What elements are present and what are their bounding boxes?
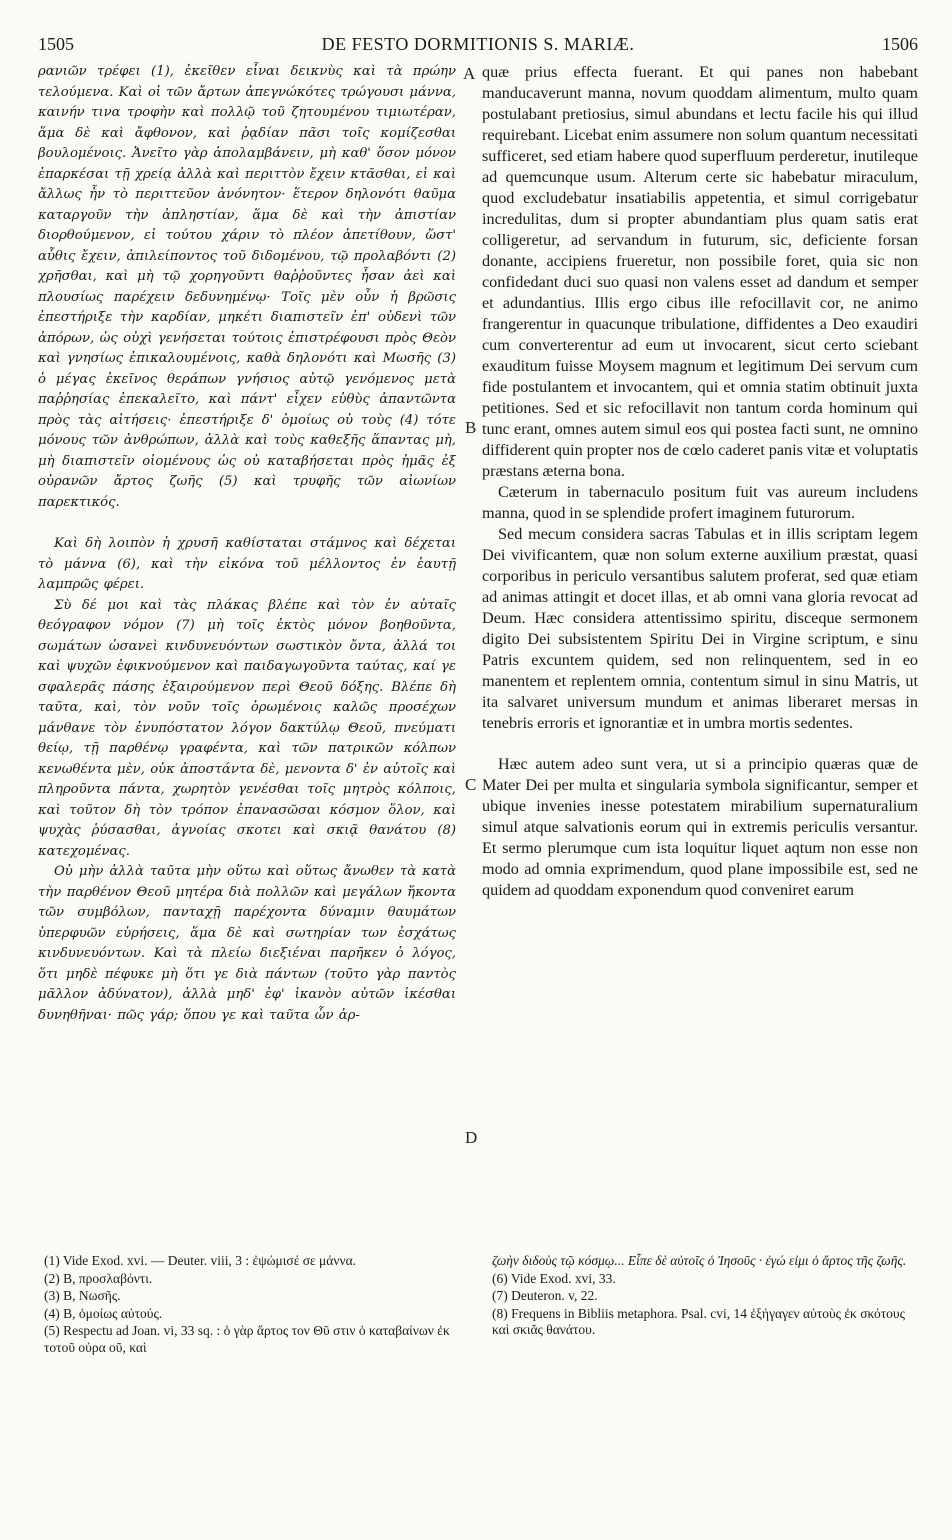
greek-paragraph-1: ρανιῶν τρέφει (1), ἐκεῖθεν εἶναι δεικνὺς καὶ τὰ πρώην τελούμενα. Καὶ οἱ τῶν ἄρτων ἀπεγνώκότες τρώγουσι μάννα, καινήν τινα τροφὴν καὶ πολλῷ τοῦ ζητουμένου τιμιωτέραν, ἅμα δὲ καὶ ἄφθονον, καὶ ῥᾳδίαν πᾶσι τοῖς κομίζεσθαι βουλομένοις. Ἀνεῖτο γὰρ ἀπολαμβάνειν, μὴ καθ' ὅσον μόνον ἐπαρκέσαι τῇ χρείᾳ ἀλλὰ καὶ περιττὸν ἔχειν κτᾶσθαι, εἰ καὶ ἄλλως ἦν τὸ περιττεῦον ἀνόνητον· ἕτερον δηλονότι θαῦμα καταργοῦν τὴν ἀπληστίαν, ἅμα δὲ καὶ τὴν ἀπιστίαν διορθούμενον, εἰ τούτου χάριν τὸ πλέον ἀπετίθουν, ὥστ' αὖθις ἔχειν, ἀπιλείποντος τοῦ διδομένου, τῷ προλαβόντι (2) χρῆσθαι, καὶ μὴ τῷ χορηγοῦντι θαῤῥοῦντες ἦσαν ἀεὶ καὶ πλουσίως παρέχειν δεδυνημένῳ· Τοῖς μὲν οὖν ἡ βρῶσις ἐπεστήριξε τὴν καρδίαν, μηκέτι διαπιστεῖν ἐπ' οὐδενὶ τῶν ἀπόρων, ὡς οὐχὶ γενήσεται τούτοις ἐπιστρέφουσι πρὸς Θεὸν καὶ γνησίως ἐπικαλουμένοις, καθὰ δηλονότι καὶ Μωσῆς (3) ὁ μέγας ἐκεῖνος θεράπων γνήσιος αὐτῷ γενόμενος μετὰ παῤῥησίας ἐπεκαλεῖτο, καὶ πάντ' εἶχεν εὐθὺς ἀπαντῶντα πρὸς τὰς αἰτήσεις· ἐπεστήριξε δ' ὁμοίως οὐ τοὺς (4) τότε μόνους τῶν ἀνθρώπων, ἀλλὰ καὶ τοὺς καθεξῆς ἅπαντας μὴ, μὴ διαπιστεῖν οἰομένους ὡς οὐ καταβήσεται πρὸς ἡμᾶς ἐξ οὐρανῶν ἄρτος ζωῆς (5) καὶ τρυφῆς τῶν αἰωνίων παρεκτικός.	[38, 64, 456, 510]
footnote: (7) Deuteron. v, 22.	[492, 1288, 598, 1303]
latin-paragraph-2: Cæterum in tabernaculo positum fuit vas aureum includens manna, quod in se splendide profert imaginem futurorum.	[482, 483, 918, 522]
footnote: (4) B, ὁμοίως αὐτούς.	[44, 1305, 163, 1321]
latin-column	[482, 62, 918, 1192]
section-marker-d: D	[465, 1128, 478, 1147]
greek-paragraph-2: Καὶ δὴ λοιπὸν ἡ χρυσῆ καθίσταται στάμνος καὶ δέχεται τὸ μάννα (6), καὶ τὴν εἰκόνα τοῦ μέλλοντος ἐν ἑαυτῇ λαμπρῶς φέρει.	[38, 536, 456, 592]
page-number-right: 1506	[882, 34, 918, 54]
footnote: (5) Respectu ad Joan. vi, 33 sq. : ὁ γὰρ ἄρτος τον Θῦ στιν ὁ καταβαίνων ἐκ τοτοῦ οὐρα οῦ, καὶ	[44, 1323, 450, 1355]
footnote: (1) Vide Exod. xvi. — Deuter. viii, 3 : ἐψώμισέ σε μάννα.	[44, 1253, 357, 1268]
greek-paragraph-3: Σὺ δέ μοι καὶ τὰς πλάκας βλέπε καὶ τὸν ἐν αὐταῖς θεόγραφον νόμον (7) μὴ τοῖς ἐκτὸς μόνον βοηθοῦντα, σωμάτων ὡσανεὶ κινδυνευόντων σωστικὸν ὄντα, ἀλλά τοι καὶ ψυχῶν ἐφικνούμενον καὶ παιδαγωγοῦντα ταύτας, καί γε σφαλερᾶς πάσης ἐξαιρούμενον περὶ Θεοῦ δόξης. Βλέπε δὴ ταῦτα, καὶ, τὸν νοῦν τοῖς ὁρωμένοις καλῶς προσέχων μάνθανε τὸν ἐνυπόστατον λόγον δακτύλῳ Θεοῦ, πνεύματι θείῳ, τῇ παρθένῳ γραφέντα, καὶ τῶν πατρικῶν κόλπων κενωθέντα μὲν, οὐκ ἀποστάντα δὲ, μενοντα δ' ἐν αὐτοῖς καὶ πληροῦντα πάντα, χωρητὸν γενέσθαι τοῖς μητρὸς κόλποις, καὶ τοῦτον δὴ τὸν τρόπον ἐπανασῶσαι κόσμον ὅλον, καὶ ψυχὰς ῥύσασθαι, ἀγνοίας σκοτει καὶ σκιᾷ θανάτου (8) κατεχομένας.	[38, 597, 456, 859]
footnote: (8) Frequens in Bibliis metaphora. Psal. cvi, 14 ἐξήγαγεν αὐτοὺς ἐκ σκότους καὶ σκιᾶς θανάτου.	[492, 1305, 905, 1337]
section-marker-a: A	[463, 64, 476, 83]
running-title: DE FESTO DORMITIONIS S. MARIÆ.	[321, 34, 635, 54]
section-marker-b: B	[465, 418, 477, 437]
running-header	[38, 34, 918, 56]
footnotes-left	[44, 1253, 464, 1357]
section-marker-c: C	[465, 775, 477, 794]
footnote: (6) Vide Exod. xvi, 33.	[492, 1270, 616, 1286]
footnote: (3) B, Νωσῆς.	[44, 1288, 121, 1303]
greek-paragraph-4: Οὐ μὴν ἀλλὰ ταῦτα μὴν οὕτω καὶ οὕτως ἄνωθεν τὰ κατὰ τὴν παρθένον Θεοῦ μητέρα διὰ πολλῶν καὶ μεγάλων ἥκοντα τῶν συμβόλων, πανταχῇ παρέχοντα δύναμιν θαυμάτων ὑπερφυῶν εὑρήσεις, ἅμα δὲ καὶ σωτηρίαν των ἐσχάτως κινδυνευόντων. Καὶ τὰ πλείω διεξιέναι παρῆκεν ὁ λόγος, ὅτι μηδὲ πέφυκε μὴ ὅτι γε διὰ πάντων (τοῦτο γὰρ παντὸς μᾶλλον ἀδύνατον), ἀλλὰ μηδ' ἐφ' ἱκανὸν αὐτῶν ἱκέσθαι δυνηθῆναι· πῶς γάρ; ὅπου γε καὶ ταῦτα ὧν ἀρ-	[38, 864, 456, 1023]
greek-column	[38, 62, 456, 1192]
footnote-continuation: ζωὴν διδοὺς τῷ κόσμῳ... Εἶπε δὲ αὐτοῖς ὁ Ἰησοῦς · ἐγώ εἰμι ὁ ἄρτος τῆς ζωῆς.	[492, 1253, 907, 1268]
footnote: (2) B, προσλαβόντι.	[44, 1270, 153, 1286]
latin-paragraph-1: quæ prius effecta fuerant. Et qui panes non habebant manducaverunt manna, novum quoddam alimentum, multo quam postulabant pretiosius, simul abundans et lectu facile his qui illud requirebant. Licebat enim assumere non solum quantum necessitati sufficeret, sed etiam habere quod superfluum perderetur, inutileque ad quemcunque usum. Alterum certe sic habebatur miraculum, quod excludebatur insatiabilis appetentia, et simul corrigebatur incredulitas, dum si propter abundantiam plus quam satis erat colligeretur, ad servandum in futurum, sic, deficiente forsan donante, accipiens frueretur, non possibile foret, quia sic non confidedant duci suo quasi non valens esset ad dandum et semper et adundantius. Illis ergo cibus ille refocillavit cor, ne animo frangerentur in quacunque tribulatione, diffidentes a Deo exaudiri cum converterentur ad eum ut invocarent, sicut certo sciebant exauditum fuisse Moysem magnum et legitimum Dei servum cum fide postulantem et invocantem, qui et omnia statim obtinuit juxta petitiones. Sed et sic refocillavit non tantum corda hominum qui tunc erant, omnes autem simul eos qui postea facti sunt, ne omnino diffiderent quin propter nos de cœlo caderet panis vitæ et voluptatis præstans æterna bona.	[482, 63, 918, 480]
page-number-left: 1505	[38, 34, 74, 54]
latin-paragraph-4: Hæc autem adeo sunt vera, ut si a principio quæras quæ de Mater Dei per multa et singularia symbola significantur, semper et ubique invenies inesse potestatem mirabilium supernaturalium simul atque salvationis eorum qui in extremis periculis versantur. Et sermo plerumque cum ista loquitur liquet aqtum non esse non modo ad omnia exprimendum, quod plane impossibile est, sed ne quidem ad quoddam exponendum quod conveniret earum	[482, 755, 918, 899]
footnotes-right	[492, 1253, 922, 1340]
latin-paragraph-3: Sed mecum considera sacras Tabulas et in illis scriptam legem Dei vivificantem, quæ non solum externe auxilium præstat, quasi corporibus in periculo versantibus salutem proferat, sed quæ etiam ad animas attingit et docet illas, et ab omni vana gloria revocat ad Deum. Hæc considera attentissimo spiritu, disceque sermonem digito Dei subsistentem Spiritu Dei in Virgine scriptum, e sinu Patris excuntem quidem, sed non relinquentem, sed in eo manentem et replentem omnia, contentum simul in sinu Matris, ut ita salvaret universum mundum et animas liberaret mersas in tenebris erroris et ignorantiæ et in umbra mortis sedentes.	[482, 525, 918, 732]
